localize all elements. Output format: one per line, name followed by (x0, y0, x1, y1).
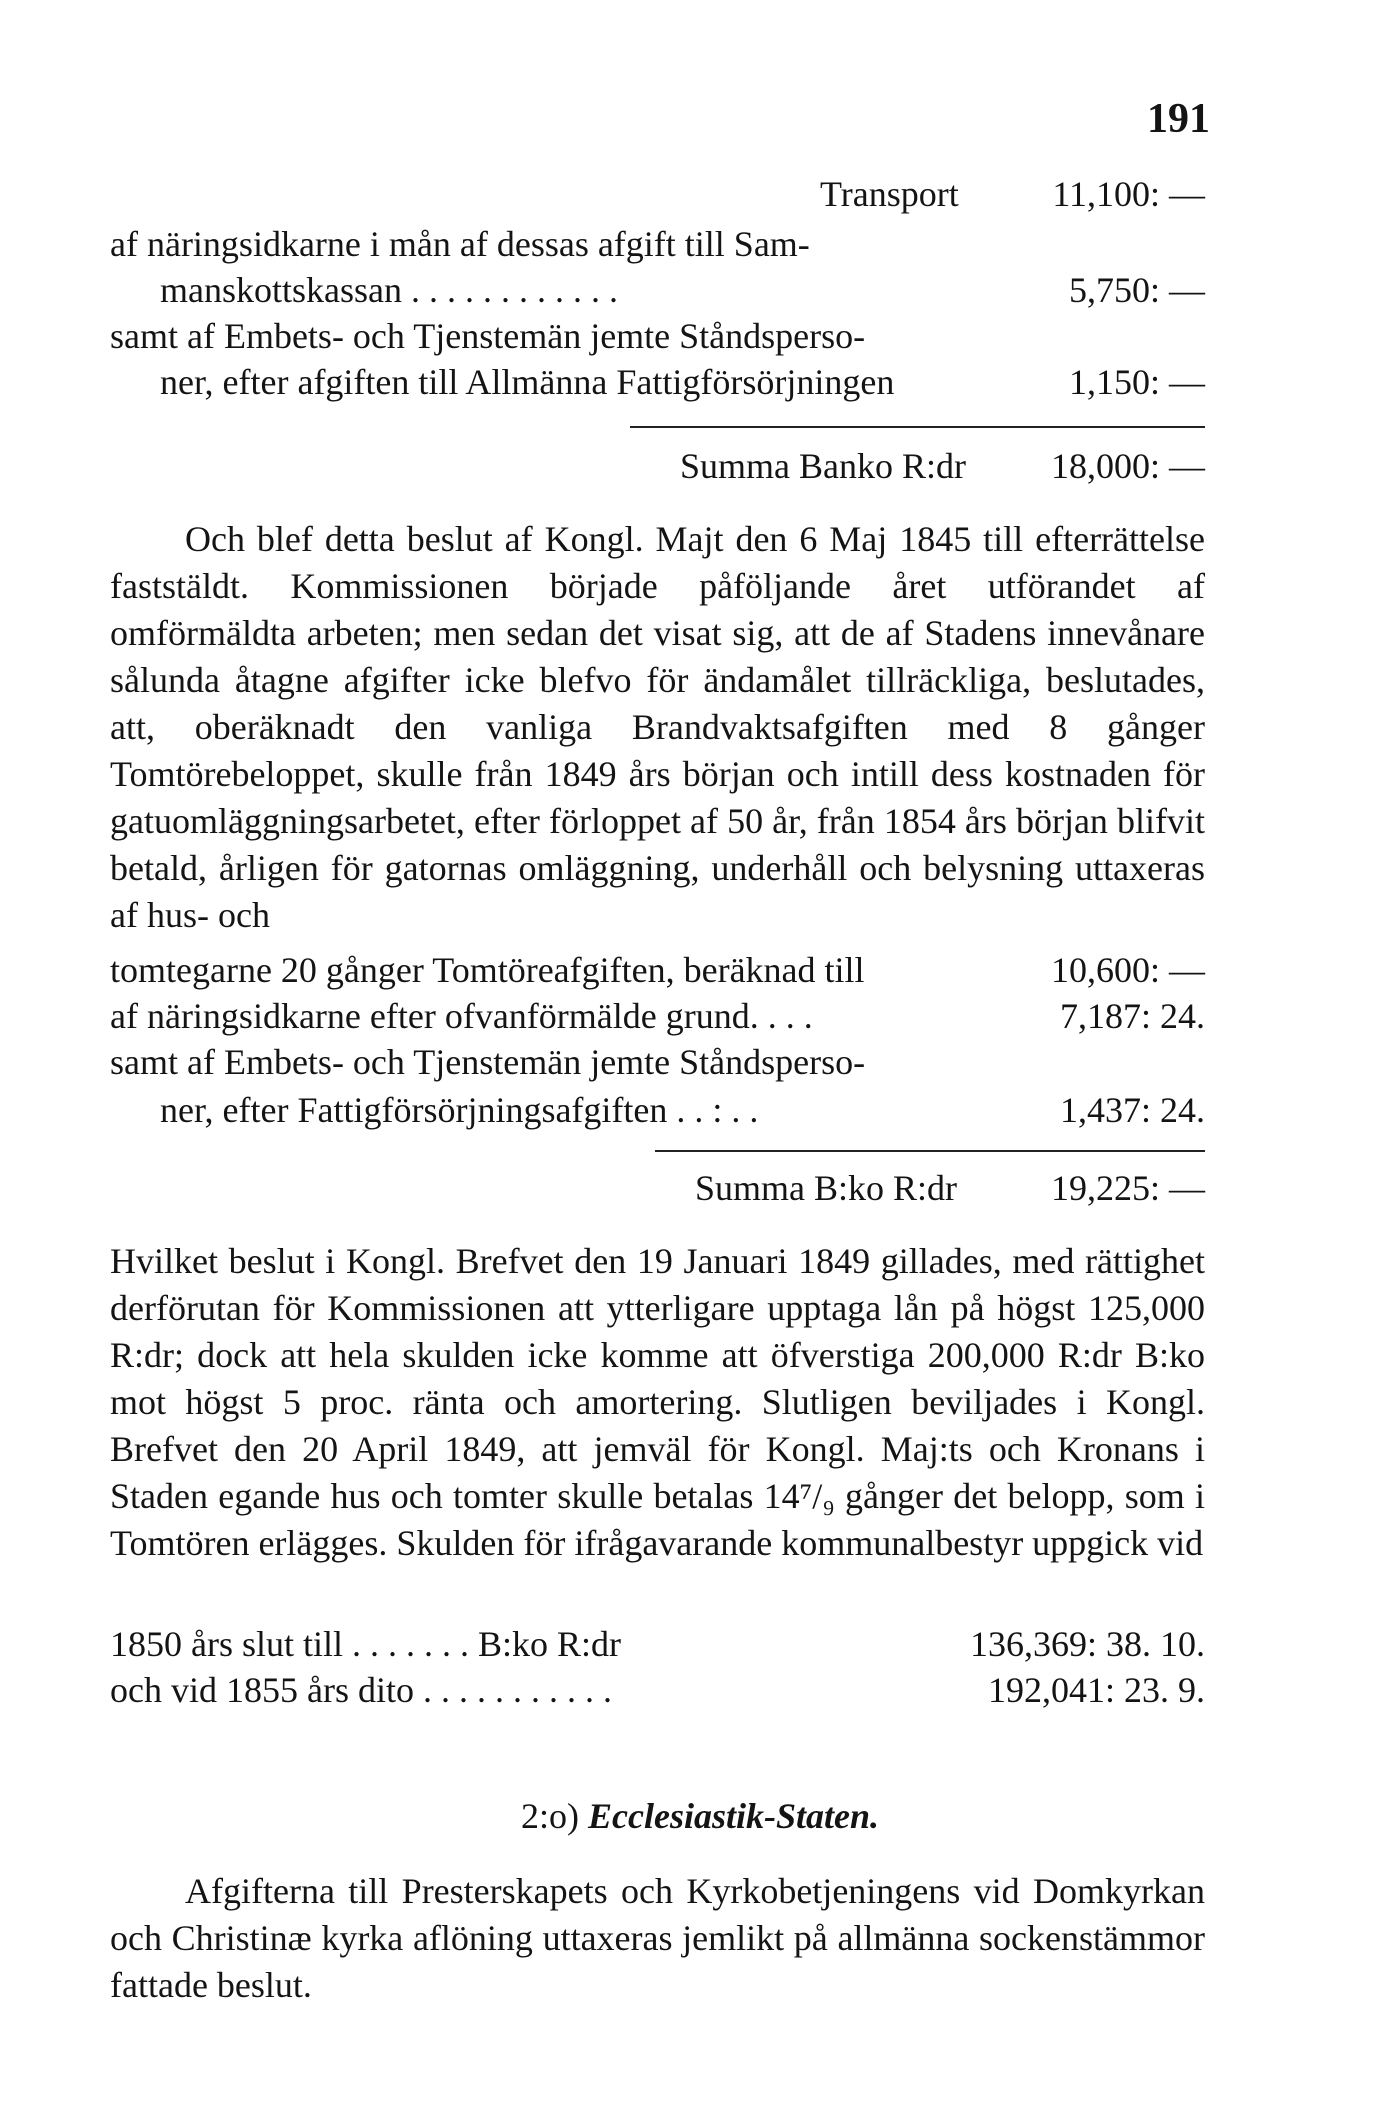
summary-rule-2 (655, 1150, 1205, 1152)
paragraph-2: Hvilket beslut i Kongl. Brefvet den 19 Januari 1849 gillades, med rättighet derförutan för Kommissionen att ytterligare upptaga lån på högst 125,000 R:dr; dock att hela skulden icke komme att öfverstiga 200,000 R:dr B:ko mot högst 5 proc. ränta och amortering. Slutligen beviljades i Kongl. Brefvet den 20 April 1849, att jemväl för Kongl. Maj:ts och Kronans i Staden egande hus och tomter skulle betalas 14⁷/₉ gånger det belopp, som i Tomtören erlägges. Skulden för ifrågavarande kommunalbestyr uppgick vid (110, 1241, 1205, 1563)
transport-label: Transport (820, 174, 959, 214)
section-title: Ecclesiastik-Staten. (588, 1796, 879, 1836)
block1-line2: manskottskassan . . . . . . . . . . . . (160, 270, 618, 310)
block1-line4-amount: 1,150: — (1068, 362, 1205, 402)
block1-line4: ner, efter afgiften till Allmänna Fattigförsörjningen (160, 362, 895, 402)
block2-line4-amount: 1,437: 24. (1059, 1090, 1205, 1130)
section-heading (0, 1794, 1400, 1838)
block2-line2-amount: 7,187: 24. (1059, 996, 1205, 1036)
summary-rule-1 (630, 426, 1205, 428)
block2-line1-amount: 10,600: — (1050, 950, 1205, 990)
summa1-amount: 18,000: — (1050, 446, 1205, 486)
transport-amount: 11,100: — (1052, 174, 1205, 214)
block1-line2-amount: 5,750: — (1068, 270, 1205, 310)
block2-line1: tomtegarne 20 gånger Tomtöreafgiften, beräknad till (110, 950, 865, 990)
block2-line2: af näringsidkarne efter ofvanförmälde grund. . . . (110, 996, 813, 1036)
summa2-amount: 19,225: — (1050, 1168, 1205, 1208)
section-number: 2:o) (521, 1796, 579, 1836)
summa1-label: Summa Banko R:dr (680, 446, 966, 486)
block1-line3: samt af Embets- och Tjenstemän jemte Ståndsperso- (110, 316, 866, 356)
debt-line-1-amount: 136,369: 38. 10. (969, 1624, 1205, 1664)
paragraph-3: Afgifterna till Presterskapets och Kyrkobetjeningens vid Domkyrkan och Christinæ kyrka aflöning uttaxeras jemlikt på allmänna sockenstämmor fattade beslut. (110, 1871, 1205, 2005)
debt-line-1: 1850 års slut till . . . . . . . B:ko R:dr (110, 1624, 622, 1664)
block2-line4: ner, efter Fattigförsörjningsafgiften . . : . . (160, 1090, 759, 1130)
debt-line-2: och vid 1855 års dito . . . . . . . . . . . (110, 1670, 612, 1710)
summa2-label: Summa B:ko R:dr (695, 1168, 958, 1208)
block1-line1: af näringsidkarne i mån af dessas afgift till Sam- (110, 224, 810, 264)
page-number: 191 (1147, 96, 1210, 142)
block2-line3: samt af Embets- och Tjenstemän jemte Ståndsperso- (110, 1042, 866, 1082)
debt-line-2-amount: 192,041: 23. 9. (987, 1670, 1205, 1710)
paragraph-1: Och blef detta beslut af Kongl. Majt den 6 Maj 1845 till efterrättelse faststäldt. Kommissionen började påföljande året utförandet af omförmäldta arbeten; men sedan det visat sig, att de af Stadens innevånare sålunda åtagne afgifter icke blefvo för ändamålet tillräckliga, beslutades, att, oberäknadt den vanliga Brandvaktsafgiften med 8 gånger Tomtörebeloppet, skulle från 1849 års början och intill dess kostnaden för gatuomläggningsarbetet, efter förloppet af 50 år, från 1854 års början blifvit betald, årligen för gatornas omläggning, underhåll och belysning uttaxeras af hus- och (110, 519, 1205, 935)
